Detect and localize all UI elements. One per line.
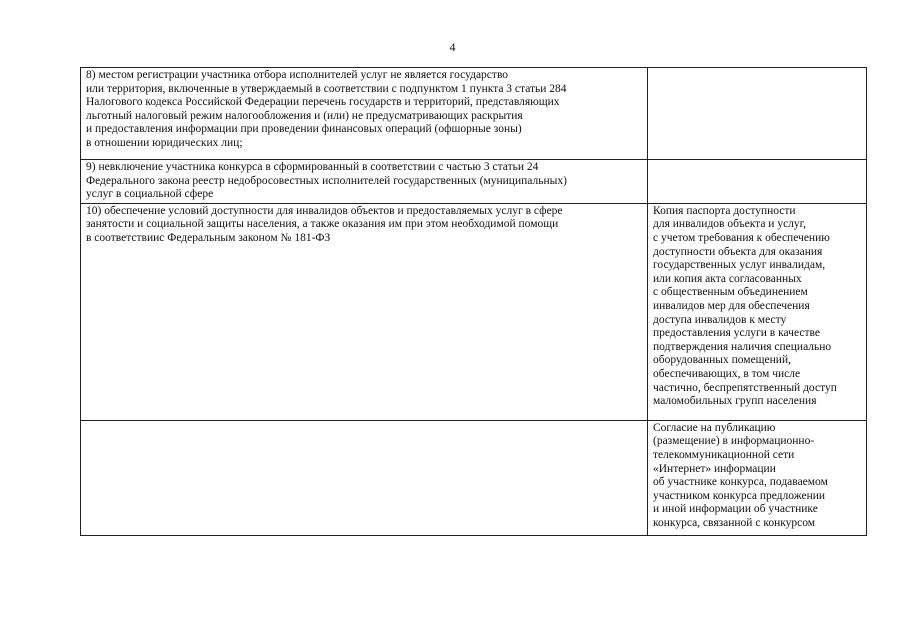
table-row <box>81 68 867 160</box>
table-cell-document <box>648 420 867 535</box>
table-cell-requirement <box>81 68 648 160</box>
requirements-table <box>80 67 867 536</box>
table-row <box>81 160 867 204</box>
page-number: 4 <box>449 40 456 54</box>
table-cell-document <box>648 203 867 420</box>
table-cell-requirement <box>81 420 648 535</box>
table-cell-document <box>648 160 867 204</box>
table-cell-document <box>648 68 867 160</box>
requirement-text: 9) невключение участника конкурса в сформированный в соответствии с частью 3 статьи 24 Федерального закона реестр недобросовестных исполнителей государственных (муниципальных) услуг в социальной сфере <box>86 161 567 201</box>
table-cell-requirement <box>81 160 648 204</box>
document-text: Копия паспорта доступности для инвалидов объекта и услуг, с учетом требования к обеспечению доступности объекта для оказания государственных услуг инвалидам, или копия акта согласованных с общественным объединением инвалидов мер для обеспечения доступа инвалидов к месту предоставления услуги в качестве подтверждения наличия специально оборудованных помещений, обеспечивающих, в том числе частично, беспрепятственный доступ маломобильных групп населения <box>653 204 837 408</box>
table-row <box>81 203 867 420</box>
table-cell-requirement <box>81 203 648 420</box>
document-text: Согласие на публикацию (размещение) в информационно- телекоммуникационной сети «Интернет» информации об участнике конкурса, подаваемом участником конкурса предложении и иной информации об участнике конкурса, связанной с конкурсом <box>653 421 828 529</box>
requirement-text: 8) местом регистрации участника отбора исполнителей услуг не является государство или территория, включенные в утверждаемый в соответствии с подпунктом 1 пункта 3 статьи 284 Налогового кодекса Российской Федерации перечень государств и территорий, представляющих льготный налоговый режим налогообложения и (или) не предусматривающих раскрытия и предоставления информации при проведении финансовых операций (офшорные зоны) в отношении юридических лиц; <box>86 69 567 149</box>
table-row <box>81 420 867 535</box>
requirement-text: 10) обеспечение условий доступности для инвалидов объектов и предоставляемых услуг в сфере занятости и социальной защиты населения, а также оказания им при этом необходимой помощи в соответствиис Федеральным законом № 181-ФЗ <box>86 204 563 244</box>
